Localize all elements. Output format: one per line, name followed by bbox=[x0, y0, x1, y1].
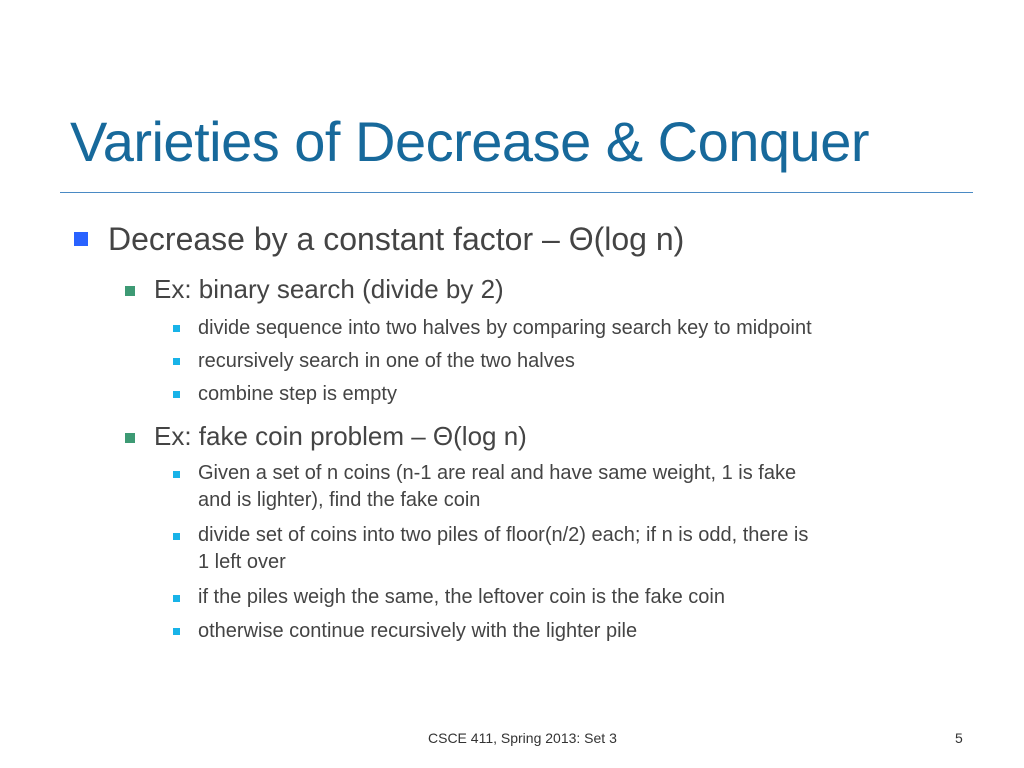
list-item: Given a set of n coins (n-1 are real and have same weight, 1 is fake bbox=[198, 462, 797, 484]
level3-bullet-icon bbox=[173, 358, 180, 365]
footer-course-info: CSCE 411, Spring 2013: Set 3 bbox=[428, 730, 617, 746]
list-item-continuation: 1 left over bbox=[198, 551, 286, 573]
list-item-continuation: and is lighter), find the fake coin bbox=[198, 489, 481, 511]
example-binary-search: Ex: binary search (divide by 2) bbox=[154, 274, 504, 304]
page-number: 5 bbox=[955, 730, 963, 746]
list-item: combine step is empty bbox=[198, 383, 397, 405]
list-item: divide set of coins into two piles of floor(n/2) each; if n is odd, there is bbox=[198, 524, 809, 546]
level3-bullet-icon bbox=[173, 628, 180, 635]
list-item: if the piles weigh the same, the leftover coin is the fake coin bbox=[198, 586, 725, 608]
level3-bullet-icon bbox=[173, 595, 180, 602]
list-item: recursively search in one of the two halves bbox=[198, 350, 575, 372]
example-fake-coin: Ex: fake coin problem – Θ(log n) bbox=[154, 421, 527, 451]
level3-bullet-icon bbox=[173, 391, 180, 398]
level3-bullet-icon bbox=[173, 471, 180, 478]
level2-bullet-icon bbox=[125, 286, 135, 296]
list-item: divide sequence into two halves by comparing search key to midpoint bbox=[198, 317, 812, 339]
level3-bullet-icon bbox=[173, 533, 180, 540]
title-divider bbox=[60, 192, 973, 193]
level3-bullet-icon bbox=[173, 325, 180, 332]
level1-bullet-text: Decrease by a constant factor – Θ(log n) bbox=[108, 221, 685, 257]
level1-bullet-icon bbox=[74, 232, 88, 246]
slide-title: Varieties of Decrease & Conquer bbox=[70, 110, 869, 173]
level2-bullet-icon bbox=[125, 433, 135, 443]
list-item: otherwise continue recursively with the lighter pile bbox=[198, 620, 638, 642]
